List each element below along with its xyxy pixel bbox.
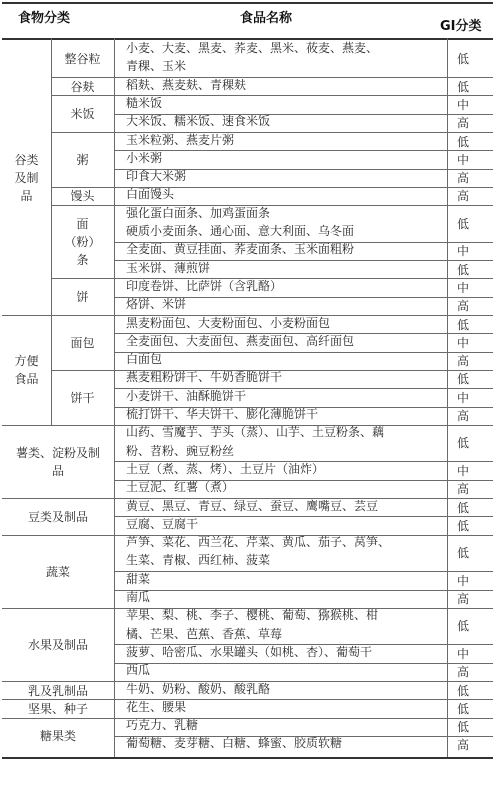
subgroup-label: 面包	[70, 335, 95, 350]
gi-value: 中	[456, 97, 469, 112]
food-cell: 小麦饼干、油酥脆饼干	[126, 388, 247, 403]
gi-value: 低	[456, 500, 469, 515]
group-label: 蔬菜	[45, 564, 70, 579]
rule-horizontal	[2, 425, 114, 426]
gi-value: 高	[456, 665, 469, 680]
gi-value: 低	[456, 79, 469, 94]
subgroup-label: 粥	[76, 152, 89, 167]
food-cell: 巧克力、乳糖	[126, 718, 199, 733]
food-cell: 全麦面包、大麦面包、燕麦面包、高纤面包	[126, 333, 355, 348]
gi-value: 高	[456, 299, 469, 314]
food-cell: 苹果、梨、桃、李子、樱桃、葡萄、猕猴桃、柑	[126, 608, 379, 623]
gi-value: 高	[456, 592, 469, 606]
rule-horizontal	[51, 95, 114, 96]
rule-horizontal	[114, 498, 493, 499]
rule-horizontal	[2, 38, 493, 40]
gi-value: 低	[456, 720, 469, 735]
food-cell: 菠萝、哈密瓜、水果罐头（如桃、杏）、葡萄干	[126, 644, 373, 659]
gi-value: 低	[456, 436, 469, 451]
food-cell: 甜菜	[126, 571, 151, 586]
gi-value: 中	[456, 573, 469, 588]
group-label: 薯类、淀粉及制	[15, 445, 100, 460]
subgroup-label: （粉）	[64, 235, 101, 250]
gi-value: 高	[456, 116, 469, 131]
group-label: 品	[20, 189, 33, 204]
subgroup-label: 条	[76, 253, 89, 268]
rule-horizontal	[114, 187, 493, 188]
rule-horizontal	[114, 718, 493, 719]
subgroup-label: 整谷粒	[64, 52, 101, 67]
rule-horizontal	[114, 461, 493, 462]
food-cell: 山药、雪魔芋、芋头（蒸）、山芋、土豆粉条、藕	[126, 425, 385, 440]
group-label: 乳及乳制品	[27, 683, 88, 698]
food-cell: 大米饭、糯米饭、速食米饭	[126, 114, 271, 129]
header-gi: GI分类	[440, 19, 482, 34]
gi-value: 低	[456, 262, 469, 277]
food-cell: 小麦、大麦、黑麦、荞麦、黑米、莜麦、燕麦、	[126, 41, 379, 55]
rule-horizontal	[2, 757, 493, 759]
rule-horizontal	[114, 608, 493, 609]
food-cell: 稻麸、燕麦麸、青稞麸	[126, 77, 247, 92]
gi-value: 低	[456, 619, 469, 634]
food-cell: 玉米粒粥、燕麦片粥	[126, 132, 235, 147]
gi-value: 低	[456, 317, 469, 332]
rule-vertical	[51, 38, 52, 425]
food-cell: 白面馒头	[126, 187, 175, 202]
gi-value: 中	[456, 390, 469, 405]
food-cell: 花生、腰果	[126, 699, 187, 714]
food-cell: 牛奶、奶粉、酸奶、酸乳酪	[126, 681, 271, 696]
food-cell: 印度卷饼、比萨饼（含乳酪）	[126, 278, 283, 293]
food-cell: 燕麦粗粉饼干、牛奶香脆饼干	[126, 370, 283, 385]
gi-value: 高	[456, 354, 469, 369]
gi-value: 低	[456, 546, 469, 561]
subgroup-label: 饼干	[70, 390, 95, 405]
rule-horizontal	[114, 333, 493, 334]
rule-horizontal	[2, 315, 114, 316]
gi-value: 低	[456, 683, 469, 698]
rule-horizontal	[114, 278, 493, 279]
food-cell: 印食大米粥	[126, 169, 187, 184]
food-cell: 白面包	[126, 352, 163, 367]
rule-horizontal	[114, 480, 493, 481]
gi-value: 低	[456, 134, 469, 149]
rule-horizontal	[2, 498, 114, 499]
rule-horizontal	[2, 608, 114, 609]
rule-horizontal	[114, 242, 493, 243]
subgroup-label: 饼	[76, 290, 89, 305]
rule-horizontal	[114, 114, 493, 115]
gi-value: 高	[456, 738, 469, 753]
group-label: 糖果类	[39, 729, 76, 744]
gi-value: 中	[456, 244, 469, 259]
gi-value: 高	[456, 409, 469, 423]
food-cell: 青稞、玉米	[126, 59, 187, 74]
rule-horizontal	[2, 718, 114, 719]
gi-value: 中	[456, 646, 469, 661]
group-label: 坚果、种子	[27, 701, 88, 716]
rule-horizontal	[114, 95, 493, 96]
group-label: 品	[51, 463, 64, 478]
gi-value: 低	[456, 518, 469, 533]
rule-horizontal	[114, 388, 493, 389]
food-cell: 南瓜	[126, 590, 151, 604]
rule-horizontal	[51, 370, 114, 371]
rule-horizontal	[2, 681, 114, 682]
rule-horizontal	[51, 205, 114, 206]
gi-value: 低	[456, 372, 469, 387]
food-cell: 西瓜	[126, 663, 151, 678]
food-cell: 生菜、青椒、西红柿、菠菜	[126, 553, 271, 568]
rule-horizontal	[114, 315, 493, 316]
food-cell: 小米粥	[126, 150, 163, 165]
food-cell: 芦笋、菜花、西兰花、芹菜、黄瓜、茄子、莴笋、	[126, 535, 391, 550]
subgroup-label: 面	[76, 216, 89, 231]
food-cell: 橘、芒果、芭蕉、香蕉、草莓	[126, 626, 283, 641]
rule-horizontal	[114, 681, 493, 682]
rule-horizontal	[114, 77, 493, 78]
food-cell: 土豆泥、红薯（煮）	[126, 480, 235, 495]
food-cell: 黑麦粉面包、大麦粉面包、小麦粉面包	[126, 315, 331, 330]
rule-horizontal	[114, 370, 493, 371]
food-cell: 黄豆、黑豆、青豆、绿豆、蚕豆、鹰嘴豆、芸豆	[126, 498, 379, 513]
gi-value: 高	[456, 482, 469, 497]
group-label: 食品	[14, 372, 39, 387]
rule-horizontal	[114, 516, 493, 517]
header-category: 食物分类	[18, 11, 71, 26]
group-label: 水果及制品	[27, 637, 88, 652]
gi-value: 高	[456, 189, 469, 204]
gi-value: 中	[456, 280, 469, 295]
rule-horizontal	[114, 150, 493, 151]
gi-value: 中	[456, 463, 469, 478]
food-cell: 土豆（煮、蒸、烤）、土豆片（油炸）	[126, 461, 325, 476]
header-food: 食品名称	[240, 11, 293, 26]
rule-horizontal	[114, 571, 493, 572]
food-cell: 梳打饼干、华夫饼干、膨化薄脆饼干	[126, 407, 319, 421]
gi-value: 低	[456, 52, 469, 67]
food-cell: 豆腐、豆腐干	[126, 516, 199, 531]
rule-horizontal	[114, 132, 493, 133]
subgroup-label: 馒头	[70, 189, 95, 204]
rule-horizontal	[114, 736, 493, 737]
rule-horizontal	[2, 535, 114, 536]
food-cell: 全麦面、黄豆挂面、荞麦面条、玉米面粗粉	[126, 242, 355, 257]
food-cell: 硬质小麦面条、通心面、意大利面、乌冬面	[126, 224, 355, 238]
gi-value: 中	[456, 152, 469, 167]
rule-horizontal	[114, 425, 493, 426]
rule-horizontal	[114, 352, 493, 353]
group-label: 及制	[14, 171, 39, 186]
subgroup-label: 谷麸	[70, 79, 95, 94]
rule-horizontal	[114, 205, 493, 206]
rule-horizontal	[114, 407, 493, 408]
rule-vertical	[447, 38, 448, 757]
rule-horizontal	[51, 132, 114, 133]
rule-horizontal	[114, 699, 493, 700]
rule-vertical	[114, 38, 115, 757]
rule-horizontal	[2, 699, 114, 700]
food-cell: 葡萄糖、麦芽糖、白糖、蜂蜜、胶质软糖	[126, 736, 343, 751]
rule-horizontal	[51, 278, 114, 279]
gi-value: 低	[456, 216, 469, 231]
food-cell: 糙米饭	[126, 95, 163, 110]
gi-value: 低	[456, 701, 469, 716]
rule-horizontal	[114, 644, 493, 645]
rule-horizontal	[114, 169, 493, 170]
gi-value: 高	[456, 171, 469, 186]
rule-horizontal	[2, 2, 493, 4]
rule-horizontal	[114, 297, 493, 298]
group-label: 方便	[14, 354, 39, 369]
rule-horizontal	[114, 590, 493, 591]
rule-horizontal	[51, 77, 114, 78]
group-label: 谷类	[14, 152, 39, 167]
food-cell: 粉、苕粉、豌豆粉丝	[126, 443, 235, 458]
rule-horizontal	[114, 260, 493, 261]
food-cell: 强化蛋白面条、加鸡蛋面条	[126, 205, 271, 220]
group-label: 豆类及制品	[27, 509, 88, 524]
rule-horizontal	[51, 187, 114, 188]
food-cell: 玉米饼、薄煎饼	[126, 260, 211, 275]
gi-value: 中	[456, 335, 469, 350]
food-cell: 烙饼、米饼	[126, 297, 187, 312]
subgroup-label: 米饭	[70, 107, 95, 122]
rule-horizontal	[114, 663, 493, 664]
rule-horizontal	[114, 535, 493, 536]
